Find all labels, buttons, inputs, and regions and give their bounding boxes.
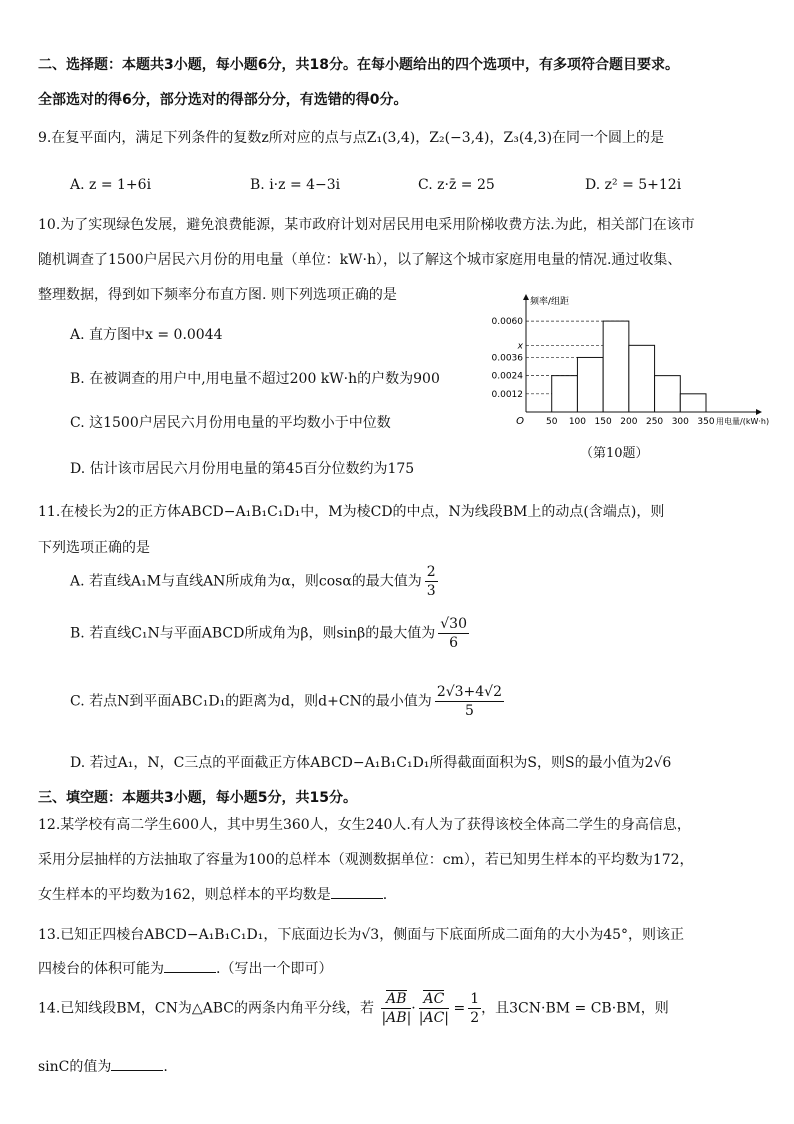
x-axis-title: 用电量/(kW·h) — [716, 417, 770, 426]
q14-answer-blank[interactable] — [111, 1056, 163, 1071]
q12-line1: 12.某学校有高二学生600人，其中男生360人，女生240人.有人为了获得该校全体高二学生的身高信息， — [38, 817, 691, 833]
q14-vec-ab: AB — [386, 991, 407, 1007]
q14-abs-ac: |AC| — [418, 1010, 450, 1026]
q14-abs-ab: |AB| — [381, 1010, 412, 1026]
histogram-bar — [552, 376, 578, 412]
q10-histogram — [486, 292, 776, 432]
y-tick-label: 0.0060 — [491, 317, 523, 328]
x-tick-label: 50 — [545, 417, 558, 427]
q10-option-a[interactable]: A. 直方图中x = 0.0044 — [70, 327, 223, 343]
q9-stem: 9.在复平面内，满足下列条件的复数z所对应的点与点Z₁(3,4)，Z₂(−3,4)，Z₃(4,3)在同一个圆上的是 — [38, 130, 665, 146]
histogram-bar — [577, 357, 603, 412]
y-tick-label: 0.0036 — [491, 353, 523, 364]
q14-text-part2: ，且3CN·BM = CB·BM，则 — [481, 1000, 669, 1017]
y-axis-arrow — [523, 294, 529, 300]
q10-option-c[interactable]: C. 这1500户居民六月份用电量的平均数小于中位数 — [70, 415, 391, 431]
section2-header: 二、选择题：本题共3小题，每小题6分，共18分。在每小题给出的四个选项中，有多项符合题目要求。 — [38, 57, 679, 73]
q13-line2 — [38, 958, 770, 979]
q11-a-den: 3 — [426, 583, 436, 599]
q14-line2 — [38, 1056, 770, 1077]
q11-option-b-fraction — [438, 615, 469, 652]
histogram-bar — [603, 321, 629, 412]
q10-line3: 整理数据，得到如下频率分布直方图. 则下列选项正确的是 — [38, 287, 397, 303]
q13-line2-end: .（写出一个即可） — [216, 961, 333, 977]
q9-option-b[interactable]: B. i·z = 4−3i — [250, 177, 341, 193]
q11-b-den: 6 — [449, 635, 459, 651]
q14-equals: = — [453, 1000, 466, 1017]
q12-answer-blank[interactable] — [331, 884, 383, 899]
x-axis-arrow — [756, 409, 762, 415]
q12-line3-end: . — [382, 887, 388, 903]
histogram-bar — [655, 376, 681, 412]
y-tick-label: x — [517, 341, 523, 352]
q10-caption: （第10题） — [580, 446, 649, 461]
q10-line2: 随机调查了1500户居民六月份的用电量（单位：kW·h），以了解这个城市家庭用电量的情况.通过收集、 — [38, 252, 682, 268]
q11-line1: 11.在棱长为2的正方体ABCD−A₁B₁C₁D₁中，M为棱CD的中点，N为线段BM上的动点(含端点)，则 — [38, 504, 665, 520]
q9-option-a[interactable]: A. z = 1+6i — [70, 177, 152, 193]
x-tick-label: 300 — [671, 417, 689, 427]
q14-unit-ab — [381, 990, 411, 1027]
x-tick-label: 150 — [594, 417, 612, 427]
q11-option-a[interactable] — [70, 563, 438, 600]
q11-a-num: 2 — [426, 564, 436, 580]
q11-c-den: 5 — [464, 703, 474, 719]
q11-option-c-fraction — [435, 683, 504, 720]
section2-header-cont: 全部选对的得6分，部分选对的得部分分，有选错的得0分。 — [38, 92, 408, 108]
q14-unit-ac — [419, 990, 449, 1027]
section3-header: 三、填空题：本题共3小题，每小题5分，共15分。 — [38, 790, 357, 806]
q14-line2-end: . — [163, 1059, 168, 1075]
x-tick-label: 200 — [620, 417, 638, 427]
q11-c-num: 2√3+4√2 — [436, 684, 503, 700]
q10-option-d[interactable]: D. 估计该市居民六月份用电量的第45百分位数约为175 — [70, 461, 415, 477]
q9-option-d[interactable]: D. z² = 5+12i — [585, 177, 682, 193]
y-tick-label: 0.0024 — [491, 371, 523, 382]
q9-option-c[interactable]: C. z·z̄ = 25 — [418, 177, 495, 193]
x-tick-label: 250 — [645, 417, 664, 427]
q11-option-b-text: B. 若直线C₁N与平面ABCD所成角为β，则sinβ的最大值为 — [70, 625, 436, 642]
y-axis-title: 频率/组距 — [530, 297, 570, 307]
q14-line2-text: sinC的值为 — [38, 1059, 112, 1075]
q13-answer-blank[interactable] — [164, 958, 216, 973]
q11-b-num: √30 — [440, 616, 467, 632]
q12-line2: 采用分层抽样的方法抽取了容量为100的总样本（观测数据单位：cm），若已知男生样本的平均数为172， — [38, 852, 694, 868]
q14-text-part1: 14.已知线段BM，CN为△ABC的两条内角平分线，若 — [38, 1000, 374, 1017]
q12-line3 — [38, 884, 770, 905]
histogram-bar — [629, 345, 655, 412]
q11-option-b[interactable] — [70, 615, 469, 652]
q13-line1: 13.已知正四棱台ABCD−A₁B₁C₁D₁，下底面边长为√3，侧面与下底面所成二面角的大小为45°，则该正 — [38, 927, 685, 943]
q13-line2-text: 四棱台的体积可能为 — [38, 961, 164, 977]
histogram-bar — [680, 394, 706, 412]
q14-half — [468, 990, 481, 1027]
origin-label: O — [516, 416, 524, 427]
q12-line3-text: 女生样本的平均数为162，则总样本的平均数是 — [38, 887, 331, 903]
q14-line1: 14.已知线段BM，CN为△ABC的两条内角平分线，若 $\frac{AB}{|AB|}$ · $\frac{AC}{|AC|}$ = $\frac{1}{2}$ ，且3CN·BM = CB·BM，则 — [38, 991, 669, 1026]
q10-option-b[interactable]: B. 在被调查的用户中,用电量不超过200 kW·h的户数为900 — [70, 371, 440, 387]
q11-option-d[interactable]: D. 若过A₁，N，C三点的平面截正方体ABCD−A₁B₁C₁D₁所得截面面积为S，则S的最小值为2√6 — [70, 755, 672, 771]
q11-option-c[interactable] — [70, 683, 504, 720]
x-tick-label: 350 — [697, 417, 715, 427]
y-tick-label: 0.0012 — [491, 389, 523, 400]
q11-option-c-text: C. 若点N到平面ABC₁D₁的距离为d，则d+CN的最小值为 — [70, 693, 432, 710]
q11-option-a-fraction — [425, 563, 438, 600]
q11-option-a-text: A. 若直线A₁M与直线AN所成角为α，则cosα的最大值为 — [70, 573, 422, 590]
q10-line1: 10.为了实现绿色发展，避免浪费能源，某市政府计划对居民用电采用阶梯收费方法.为此，相关部门在该市 — [38, 217, 695, 233]
x-tick-label: 100 — [568, 417, 587, 427]
q14-vec-ac: AC — [423, 991, 445, 1007]
q14-half-num: 1 — [470, 991, 480, 1007]
q11-line2: 下列选项正确的是 — [38, 540, 150, 556]
q14-half-den: 2 — [470, 1010, 480, 1026]
